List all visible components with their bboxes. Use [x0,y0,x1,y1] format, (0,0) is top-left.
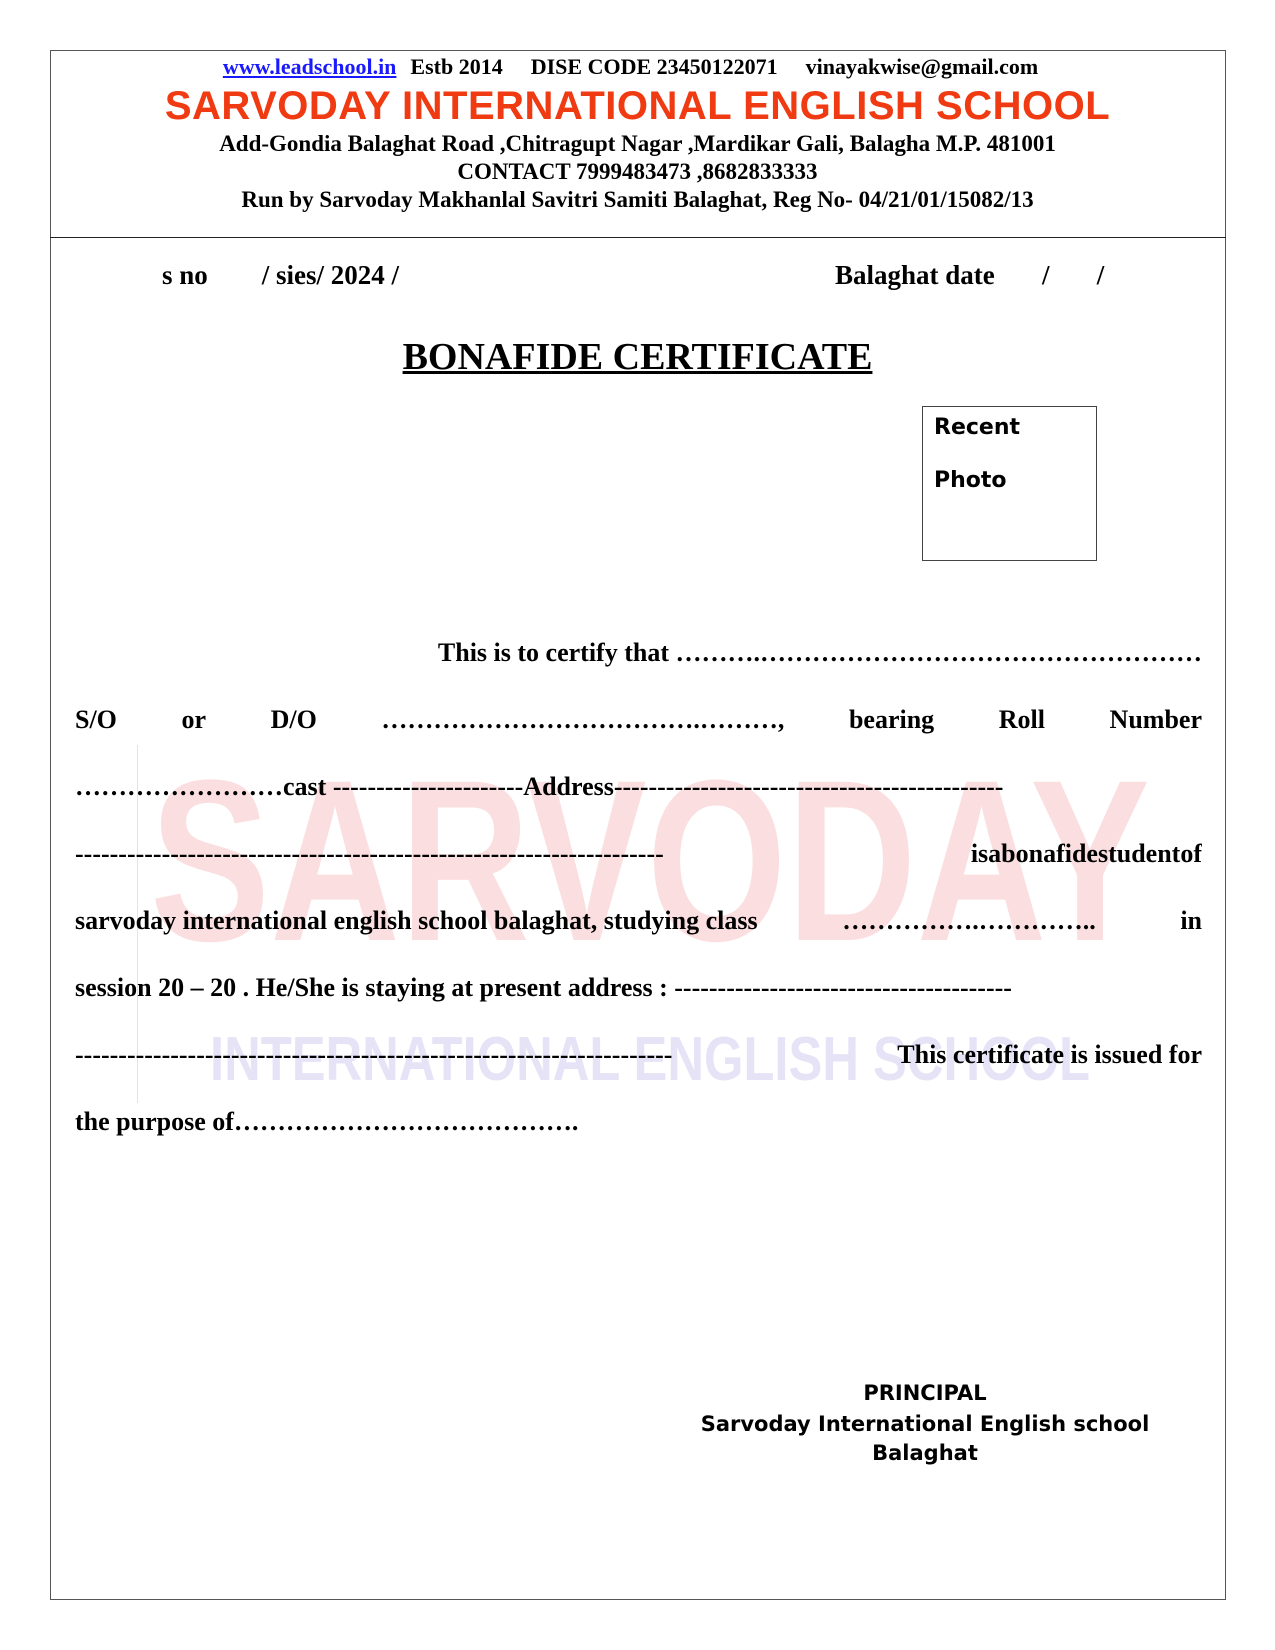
certificate-title: BONAFIDE CERTIFICATE [402,336,873,378]
present-address-blank: --------------------------------------------------------------------- [75,1040,673,1069]
a-text: a [988,839,1002,868]
photo-box [922,406,1097,561]
email-text: vinayakwise@gmail.com [805,54,1039,79]
website-link[interactable]: www.leadschool.in [222,54,397,79]
watermark-sarvoday: SARVODAY [150,740,1150,989]
in-text: in [1180,906,1202,935]
number-text: Number [1109,705,1202,734]
school-registration: Run by Sarvoday Makhanlal Savitri Samiti Balaghat, Reg No- 04/21/01/15082/13 [241,187,1034,212]
parent-name-blank: ……………………………….………, [381,705,785,734]
bearing-text: bearing [848,705,935,734]
body-line-4 [75,839,1202,875]
date-field: Balaghat date / / [835,260,1105,290]
header-divider [50,237,1226,238]
so-text: S/O [75,705,117,734]
body-line-5 [75,906,1202,942]
school-address: Add-Gondia Balaghat Road ,Chitragupt Nagar ,Mardikar Gali, Balagha M.P. 481001 [219,131,1056,156]
principal-place: Balaghat [872,1441,978,1465]
of-text: of [1180,839,1202,868]
is-text: is [970,839,989,868]
estb-text: Estb 2014 [410,54,503,79]
serial-number-field: s no / sies/ 2024 / [162,260,400,290]
header-contact-line [0,54,1275,80]
roll-text: Roll [998,705,1045,734]
body-line-6: session 20 – 20 . He/She is staying at present address : --------------------------------------- [75,973,1012,1002]
class-blank: …………….………….. [842,906,1096,935]
bonafide-text: bonafide [1001,839,1098,868]
issued-for-text: This certificate is issued for [897,1040,1202,1069]
body-line-1: This is to certify that ……….…………………………………………… [437,638,1202,667]
principal-title: PRINCIPAL [863,1381,987,1405]
dise-code-text: DISE CODE 23450122071 [530,54,778,79]
student-text: student [1097,839,1181,868]
school-contact: CONTACT 7999483473 ,8682833333 [457,159,818,184]
body-line-3: ……………………cast ----------------------Address--------------------------------------------- [75,772,1004,801]
school-name: SARVODAY INTERNATIONAL ENGLISH SCHOOL [164,84,1111,128]
do-text: D/O [270,705,317,734]
watermark-international: INTERNATIONAL ENGLISH SCHOOL [210,1025,1090,1094]
school-studying-text: sarvoday international english school balaghat, studying class [75,906,758,935]
body-line-7 [75,1040,1202,1076]
address-blank: -------------------------------------------------------------------- [75,839,664,868]
body-line-2 [75,705,1202,741]
principal-school: Sarvoday International English school [700,1412,1150,1436]
photo-label-recent: Recent [934,415,1021,440]
or-text: or [181,705,207,734]
body-line-8: the purpose of…………………………………. [75,1107,579,1136]
photo-label-photo: Photo [934,468,1007,493]
